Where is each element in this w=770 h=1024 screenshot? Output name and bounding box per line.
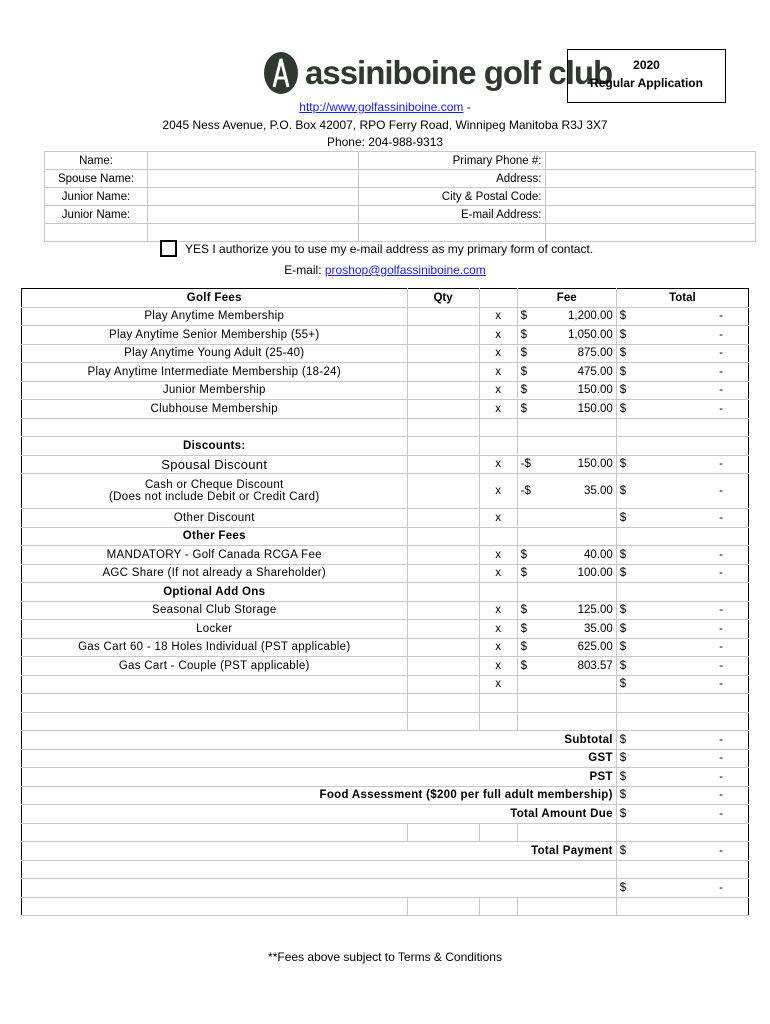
addon-qty[interactable]: [407, 657, 479, 676]
currency: $: [619, 770, 627, 783]
addon-label: Gas Cart 60 - 18 Holes Individual (PST applicable): [22, 638, 408, 657]
blank-cell: [22, 860, 617, 879]
blank-cell: [22, 823, 408, 842]
dash: -: [719, 622, 723, 635]
club-logo: [263, 50, 612, 96]
membership-total: [616, 400, 748, 419]
spousal-discount-qty[interactable]: [407, 455, 479, 474]
cash-discount-total: [616, 474, 748, 509]
contact-info-table: [44, 151, 756, 242]
dash: -: [719, 789, 723, 802]
membership-label: Play Anytime Senior Membership (55+): [22, 326, 408, 345]
currency: $: [520, 328, 528, 341]
contact-row: [45, 152, 756, 170]
multiply-sign: x: [479, 326, 517, 345]
blank-cell: [22, 418, 408, 437]
fee-value: 35.00: [584, 622, 613, 635]
fee-value: 125.00: [577, 604, 613, 617]
membership-fee: [517, 344, 616, 363]
fee-value: 1,200.00: [568, 310, 613, 323]
x-header: [479, 289, 517, 308]
other-fee-total: [616, 564, 748, 583]
membership-total: [616, 326, 748, 345]
blank-cell: [407, 694, 479, 713]
blank-row: [22, 897, 749, 916]
pst-value: [616, 768, 748, 787]
multiply-sign: x: [479, 620, 517, 639]
blank-cell: [545, 224, 756, 242]
currency: $: [520, 659, 528, 672]
food-assessment-row: [22, 786, 749, 805]
currency: $: [520, 548, 528, 561]
blank-cell: [479, 712, 517, 731]
blank-cell: [616, 583, 748, 602]
fee-value: 625.00: [577, 641, 613, 654]
dash: -: [719, 752, 723, 765]
multiply-sign: x: [479, 509, 517, 528]
multiply-sign: x: [479, 363, 517, 382]
spouse-name-field[interactable]: [148, 170, 359, 188]
currency: $: [619, 328, 627, 341]
blank-cell: [479, 583, 517, 602]
total-payment-value: [616, 842, 748, 861]
multiply-sign: x: [479, 601, 517, 620]
club-logo-text: assiniboine golf club: [305, 54, 613, 91]
custom-item-label[interactable]: [22, 675, 408, 694]
addon-fee: [517, 638, 616, 657]
address-field[interactable]: [545, 170, 756, 188]
membership-qty[interactable]: [407, 344, 479, 363]
addon-total: [616, 657, 748, 676]
currency: $: [619, 365, 627, 378]
membership-qty[interactable]: [407, 307, 479, 326]
dash: -: [719, 881, 723, 894]
dash: -: [719, 678, 723, 691]
addon-rows: [22, 601, 749, 675]
blank-row: [22, 860, 749, 879]
blank-cell: [407, 823, 479, 842]
club-email-line: [0, 263, 770, 277]
other-discount-qty[interactable]: [407, 509, 479, 528]
cash-discount-qty[interactable]: [407, 474, 479, 509]
membership-label: Play Anytime Young Adult (25-40): [22, 344, 408, 363]
blank-cell: [407, 897, 479, 916]
multiply-sign: x: [479, 344, 517, 363]
spousal-discount-fee: [517, 455, 616, 474]
address-label: Address:: [358, 170, 545, 188]
blank-cell: [517, 437, 616, 456]
blank-cell: [616, 712, 748, 731]
blank-cell: [358, 224, 545, 242]
junior-name-field[interactable]: [148, 188, 359, 206]
email-authorization: [160, 240, 593, 257]
membership-label: Junior Membership: [22, 381, 408, 400]
blank-cell: [517, 823, 616, 842]
blank-cell: [479, 437, 517, 456]
currency: $: [619, 622, 627, 635]
blank-row: [22, 712, 749, 731]
membership-row: [22, 363, 749, 382]
membership-rows: [22, 307, 749, 418]
currency: $: [619, 659, 627, 672]
email-address-field[interactable]: [545, 206, 756, 224]
blank-cell: [148, 224, 359, 242]
membership-row: [22, 344, 749, 363]
dash: -: [719, 641, 723, 654]
blank-cell: [407, 418, 479, 437]
other-discount-total: [616, 509, 748, 528]
currency: $: [619, 844, 627, 857]
fee-value: 875.00: [577, 347, 613, 360]
dash: -: [719, 844, 723, 857]
addon-total: [616, 620, 748, 639]
currency: $: [520, 347, 528, 360]
discounts-title: Discounts:: [22, 437, 408, 456]
gst-value: [616, 749, 748, 768]
dash: -: [719, 458, 723, 471]
membership-label: Play Anytime Intermediate Membership (18-24): [22, 363, 408, 382]
other-fee-qty[interactable]: [407, 546, 479, 565]
cash-discount-label-2: (Does not include Debit or Credit Card): [109, 491, 320, 503]
membership-total: [616, 344, 748, 363]
other-fee-fee: [517, 546, 616, 565]
other-fee-row: [22, 564, 749, 583]
blank-row: [22, 694, 749, 713]
currency: $: [619, 511, 627, 524]
dash: -: [719, 485, 723, 497]
custom-item-fee[interactable]: [517, 675, 616, 694]
email-authorization-text: YES I authorize you to use my e-mail address as my primary form of contact.: [185, 241, 594, 256]
spousal-discount-row: [22, 455, 749, 474]
junior-name-label: Junior Name:: [45, 188, 148, 206]
other-fee-label: MANDATORY - Golf Canada RCGA Fee: [22, 546, 408, 565]
membership-fee: [517, 381, 616, 400]
blank-cell: [22, 712, 408, 731]
blank-cell: [616, 860, 748, 879]
club-email-label: E-mail:: [284, 263, 325, 277]
fee-value: 35.00: [584, 485, 613, 497]
currency: $: [619, 881, 627, 894]
application-type: Regular Application: [590, 76, 703, 90]
cash-discount-label: [22, 474, 408, 509]
multiply-sign: x: [479, 675, 517, 694]
membership-fee: [517, 307, 616, 326]
other-discount-row: [22, 509, 749, 528]
pst-label: PST: [22, 768, 617, 787]
blank-cell: [479, 527, 517, 546]
cash-discount-fee: [517, 474, 616, 509]
dash: -: [719, 659, 723, 672]
multiply-sign: x: [479, 400, 517, 419]
dash: -: [719, 384, 723, 397]
currency: $: [520, 622, 528, 635]
fee-value: 1,050.00: [568, 328, 613, 341]
currency: $: [619, 384, 627, 397]
currency: $: [619, 310, 627, 323]
blank-cell: [407, 437, 479, 456]
extra-total-row: [22, 879, 749, 898]
club-logo-mark-icon: [263, 51, 303, 95]
dash: -: [719, 328, 723, 341]
blank-cell: [22, 897, 408, 916]
membership-row: [22, 400, 749, 419]
addon-qty[interactable]: [407, 601, 479, 620]
blank-cell: [407, 583, 479, 602]
currency: $: [520, 402, 528, 415]
terms-note: **Fees above subject to Terms & Conditions: [268, 950, 502, 964]
currency: $: [619, 733, 627, 746]
website-suffix: -: [463, 100, 471, 114]
club-phone: Phone: 204-988-9313: [326, 135, 444, 149]
membership-row: [22, 381, 749, 400]
city-postal-field[interactable]: [545, 188, 756, 206]
total-payment-label: Total Payment: [22, 842, 617, 861]
pst-row: [22, 768, 749, 787]
currency: $: [619, 789, 627, 802]
membership-total: [616, 381, 748, 400]
multiply-sign: x: [479, 564, 517, 583]
currency: $: [520, 310, 528, 323]
addons-title: Optional Add Ons: [22, 583, 408, 602]
city-postal-label: City & Postal Code:: [358, 188, 545, 206]
addon-label: Locker: [22, 620, 408, 639]
membership-fee: [517, 326, 616, 345]
addon-row: [22, 620, 749, 639]
discounts-title-row: [22, 437, 749, 456]
other-fee-fee: [517, 564, 616, 583]
addon-fee: [517, 657, 616, 676]
addon-fee: [517, 620, 616, 639]
dash: -: [719, 733, 723, 746]
membership-qty[interactable]: [407, 400, 479, 419]
extra-total-value: [616, 879, 748, 898]
currency: $: [520, 384, 528, 397]
contact-row: [45, 206, 756, 224]
spouse-name-label: Spouse Name:: [45, 170, 148, 188]
currency: $: [619, 604, 627, 617]
name-label: Name:: [45, 152, 148, 170]
club-address: 2045 Ness Avenue, P.O. Box 42007, RPO Ferry Road, Winnipeg Manitoba R3J 3X7: [162, 118, 608, 132]
blank-cell: [517, 712, 616, 731]
fee-value: 475.00: [577, 365, 613, 378]
fee-value: 150.00: [577, 384, 613, 397]
total-header: Total: [616, 289, 748, 308]
blank-cell: [22, 694, 408, 713]
membership-fee: [517, 400, 616, 419]
dash: -: [719, 807, 723, 820]
blank-cell: [616, 897, 748, 916]
primary-phone-label: Primary Phone #:: [358, 152, 545, 170]
multiply-sign: x: [479, 546, 517, 565]
multiply-sign: x: [479, 455, 517, 474]
junior-name-field[interactable]: [148, 206, 359, 224]
contact-row: [45, 188, 756, 206]
blank-cell: [517, 418, 616, 437]
neg-currency: -$: [520, 458, 531, 471]
spousal-discount-label: Spousal Discount: [22, 455, 408, 474]
total-amount-due-label: Total Amount Due: [22, 805, 617, 824]
multiply-sign: x: [479, 657, 517, 676]
multiply-sign: x: [479, 307, 517, 326]
currency: $: [619, 752, 627, 765]
membership-label: Clubhouse Membership: [22, 400, 408, 419]
application-year: 2020: [633, 58, 660, 72]
dash: -: [719, 511, 723, 524]
dash: -: [719, 310, 723, 323]
golf-fees-header: Golf Fees: [22, 289, 408, 308]
other-fees-title: Other Fees: [22, 527, 408, 546]
blank-cell: [45, 224, 148, 242]
addon-row: [22, 601, 749, 620]
name-field[interactable]: [148, 152, 359, 170]
fee-value: 150.00: [577, 402, 613, 415]
other-fees-title-row: [22, 527, 749, 546]
other-fee-row: [22, 546, 749, 565]
dash: -: [719, 365, 723, 378]
subtotal-row: [22, 731, 749, 750]
membership-row: [22, 326, 749, 345]
blank-cell: [479, 694, 517, 713]
total-amount-due-value: [616, 805, 748, 824]
addon-label: Seasonal Club Storage: [22, 601, 408, 620]
membership-row: [22, 307, 749, 326]
custom-item-total: [616, 675, 748, 694]
custom-item-qty[interactable]: [407, 675, 479, 694]
fees-header-row: [22, 289, 749, 308]
membership-qty[interactable]: [407, 381, 479, 400]
multiply-sign: x: [479, 638, 517, 657]
addon-label: Gas Cart - Couple (PST applicable): [22, 657, 408, 676]
currency: $: [619, 347, 627, 360]
blank-cell: [517, 583, 616, 602]
custom-item-row: [22, 675, 749, 694]
currency: $: [619, 641, 627, 654]
addons-title-row: [22, 583, 749, 602]
food-assessment-value: [616, 786, 748, 805]
dash: -: [719, 567, 723, 580]
gst-row: [22, 749, 749, 768]
blank-cell: [479, 823, 517, 842]
contact-row-blank: [45, 224, 756, 242]
membership-qty[interactable]: [407, 326, 479, 345]
other-fee-qty[interactable]: [407, 564, 479, 583]
blank-cell: [479, 897, 517, 916]
blank-cell: [616, 823, 748, 842]
website-line: [0, 100, 770, 114]
application-type-box: [567, 49, 726, 103]
blank-cell: [479, 418, 517, 437]
addon-row: [22, 638, 749, 657]
currency: $: [520, 365, 528, 378]
cash-discount-label-1: Cash or Cheque Discount: [144, 479, 284, 491]
currency: $: [619, 548, 627, 561]
dash: -: [719, 347, 723, 360]
other-fee-total: [616, 546, 748, 565]
total-amount-due-row: [22, 805, 749, 824]
membership-qty[interactable]: [407, 363, 479, 382]
dash: -: [719, 548, 723, 561]
gst-label: GST: [22, 749, 617, 768]
currency: $: [619, 807, 627, 820]
membership-label: Play Anytime Membership: [22, 307, 408, 326]
membership-fee: [517, 363, 616, 382]
blank-cell: [517, 527, 616, 546]
blank-cell: [407, 712, 479, 731]
other-discount-fee[interactable]: [517, 509, 616, 528]
blank-cell: [407, 527, 479, 546]
currency: $: [520, 641, 528, 654]
blank-cell: [616, 437, 748, 456]
primary-phone-field[interactable]: [545, 152, 756, 170]
contact-row: [45, 170, 756, 188]
cash-discount-row: [22, 474, 749, 509]
fee-value: 100.00: [577, 567, 613, 580]
spousal-discount-total: [616, 455, 748, 474]
currency: $: [619, 402, 627, 415]
addon-row: [22, 657, 749, 676]
email-address-label: E-mail Address:: [358, 206, 545, 224]
addon-total: [616, 638, 748, 657]
junior-name-label: Junior Name:: [45, 206, 148, 224]
extra-total-label[interactable]: [22, 879, 617, 898]
multiply-sign: x: [479, 381, 517, 400]
blank-row: [22, 823, 749, 842]
other-fee-label: AGC Share (If not already a Shareholder): [22, 564, 408, 583]
total-payment-row: [22, 842, 749, 861]
addon-qty[interactable]: [407, 638, 479, 657]
blank-row: [22, 418, 749, 437]
currency: $: [619, 678, 627, 691]
dash: -: [719, 402, 723, 415]
other-discount-label: Other Discount: [22, 509, 408, 528]
blank-cell: [517, 694, 616, 713]
subtotal-label: Subtotal: [22, 731, 617, 750]
currency: $: [520, 567, 528, 580]
subtotal-value: [616, 731, 748, 750]
dash: -: [719, 604, 723, 617]
multiply-sign: x: [479, 474, 517, 509]
fee-value: 150.00: [577, 458, 613, 471]
addon-fee: [517, 601, 616, 620]
qty-header: Qty: [407, 289, 479, 308]
membership-total: [616, 363, 748, 382]
club-email-link[interactable]: proshop@golfassiniboine.com: [324, 263, 486, 277]
other-fee-rows: [22, 546, 749, 583]
neg-currency: -$: [520, 485, 531, 497]
blank-cell: [616, 527, 748, 546]
blank-cell: [616, 418, 748, 437]
currency: $: [619, 458, 627, 471]
addon-total: [616, 601, 748, 620]
currency: $: [619, 567, 627, 580]
fees-table: [21, 288, 749, 916]
currency: $: [520, 604, 528, 617]
currency: $: [619, 485, 627, 497]
fee-header: Fee: [517, 289, 616, 308]
membership-total: [616, 307, 748, 326]
blank-cell: [517, 897, 616, 916]
food-assessment-label: Food Assessment ($200 per full adult membership): [22, 786, 617, 805]
dash: -: [719, 770, 723, 783]
fee-value: 40.00: [584, 548, 613, 561]
email-authorization-checkbox[interactable]: [160, 240, 177, 257]
addon-qty[interactable]: [407, 620, 479, 639]
blank-cell: [616, 694, 748, 713]
fee-value: 803.57: [577, 659, 613, 672]
website-link[interactable]: http://www.golfassiniboine.com: [299, 100, 464, 114]
